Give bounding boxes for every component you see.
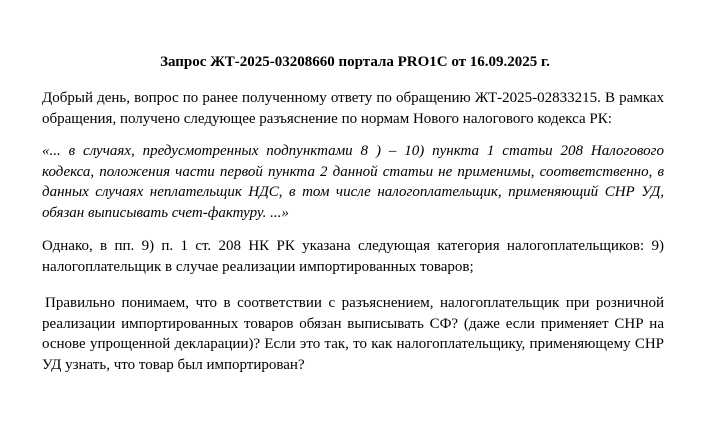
paragraph-main-question: Правильно понимаем, что в соответствии с разъяснением, налогоплательщик при розничной реализации импортированных товаров обязан выписывать СФ? (даже если применяет СНР на основе упрощенной декларации)? Если это так, то как налогоплательщику, применяющему СНР УД узнать, что товар был импортирован? bbox=[42, 295, 664, 373]
document-title: Запрос ЖТ-2025-03208660 портала PRO1C от 16.09.2025 г. bbox=[160, 54, 550, 70]
paragraph-code-reference: Однако, в пп. 9) п. 1 ст. 208 НК РК указана следующая категория налогоплательщиков: 9) налогоплательщик в случае реализации импортированных товаров; bbox=[42, 238, 664, 275]
paragraph-question-intro: Добрый день, вопрос по ранее полученному ответу по обращению ЖТ-2025-02833215. В рамках обращения, получено следующее разъяснение по нормам Нового налогового кодекса РК: bbox=[42, 90, 664, 127]
paragraph-quoted-clarification: «... в случаях, предусмотренных подпунктами 8 ) – 10) пункта 1 статьи 208 Налогового кодекса, положения части первой пункта 2 данной статьи не применимы, соответственно, в данных случаях неплательщик НДС, в том числе налогоплательщик, применяющий СНР УД, обязан выписывать счет-фактуру. ...» bbox=[42, 143, 664, 221]
document-body bbox=[42, 52, 664, 387]
